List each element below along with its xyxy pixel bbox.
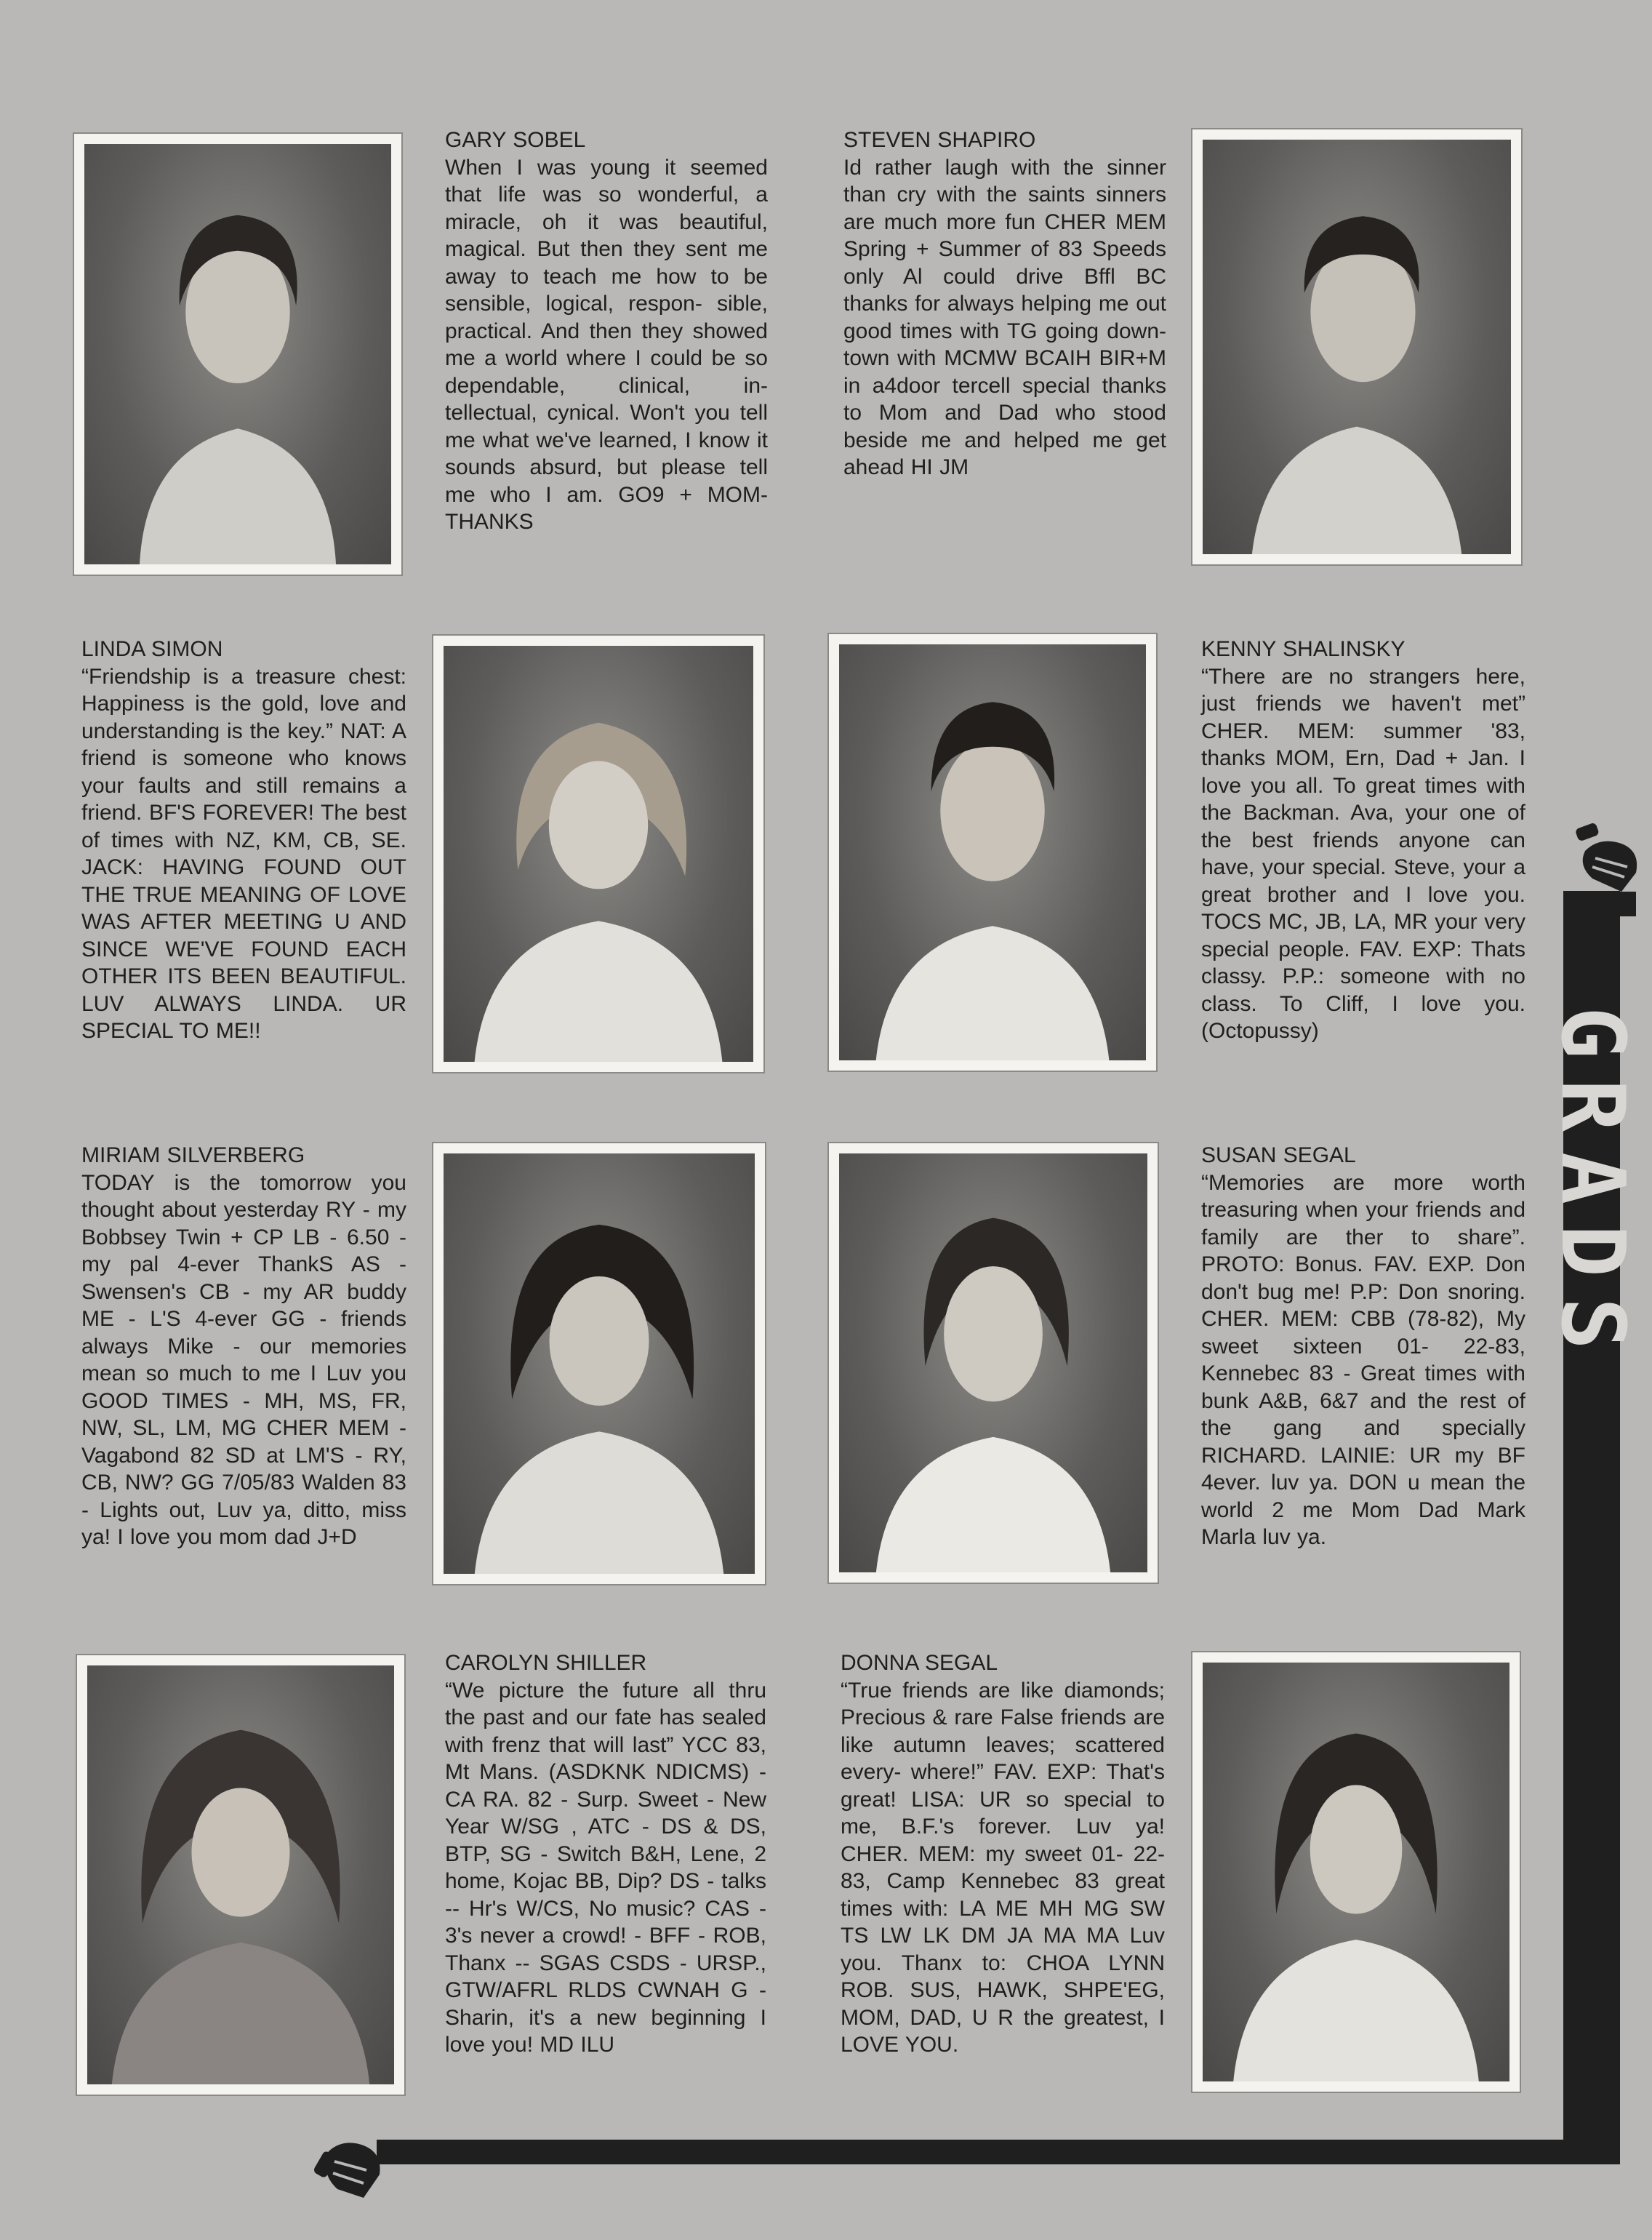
student-bio: TODAY is the tomorrow you thought about yesterday RY - my Bobbsey Twin + CP LB - 6.50 - my pal 4-ever ThankS AS - Swensen's CB - my AR buddy ME - L'S 4-ever GG - friends always Mike - our memories mean so much to me I Luv you GOOD TIMES - MH, MS, FR, NW, SL, LM, MG CHER MEM - Vagabond 82 SD at LM'S - RY, CB, NW? GG 7/05/83 Walden 83 - Lights out, Luv ya, ditto, miss ya! I love you mom dad J+D xyxy=(81,1170,406,1549)
student-bio: “Friendship is a treasure chest: Happiness is the gold, love and understanding is the key.” NAT: A friend is someone who knows your faults and still remains a friend. BF'S FOREVER! The best of times with NZ, KM, CB, SE. JACK: HAVING FOUND OUT THE TRUE MEANING OF LOVE WAS AFTER MEETING U AND SINCE WE'VE FOUND EACH OTHER ITS BEEN BEAUTIFUL. LUV ALWAYS LINDA. UR SPECIAL TO ME!! xyxy=(81,664,406,1043)
student-bio: “We picture the future all thru the past and our fate has sealed with frenz that will last” YCC 83, Mt Mans. (ASDKNK NDICMS) - CA RA. 82 - Surp. Sweet - New Year W/SG , ATC - DS & DS, BTP, SG - Switch B&H, Lene, 2 home, Kojac BB, Dip? DS - talks -- Hr's W/CS, No music? CAS - 3's never a crowd! - BFF - ROB, Thanx -- SGAS CSDS - URSP., GTW/AFRL RLDS CWNAH G - Sharin, it's a new beginning I love you! MD ILU xyxy=(445,1678,766,2057)
portrait-silhouette xyxy=(444,1153,755,1574)
portrait-silhouette xyxy=(839,644,1146,1060)
student-name: CAROLYN SHILLER xyxy=(445,1651,647,1675)
bio-linda-simon xyxy=(81,636,406,1045)
student-name: SUSAN SEGAL xyxy=(1201,1143,1356,1167)
bio-gary-sobel xyxy=(445,127,768,536)
portrait-photo-susan-segal xyxy=(829,1143,1158,1583)
bio-carolyn-shiller xyxy=(445,1649,766,2059)
tab-letter: A xyxy=(1541,1151,1643,1205)
student-name: STEVEN SHAPIRO xyxy=(843,128,1036,152)
student-bio: “True friends are like diamonds; Precious & rare False friends are like autumn leaves; scattered every- where!” FAV. EXP: That's great! LISA: UR so special to me, B.F.'s forever. Luv ya! CHER. MEM: my sweet 01- 22-83, Camp Kennebec 83 great times with: LA ME MH MG SW TS LW LK DM JA MA MA Luv you. Thanx to: CHOA LYNN ROB. SUS, HAWK, SHPE'EG, MOM, DAD, U R the greatest, I LOVE YOU. xyxy=(841,1678,1165,2057)
bio-susan-segal xyxy=(1201,1142,1525,1551)
student-name: MIRIAM SILVERBERG xyxy=(81,1143,305,1167)
fist-holding-scroll-icon xyxy=(1571,822,1652,916)
grads-tab-label xyxy=(1541,996,1643,1360)
tab-letter: D xyxy=(1541,1224,1643,1278)
bottom-border xyxy=(407,2140,1620,2164)
fist-holding-scroll-icon-bottom xyxy=(313,2122,414,2209)
student-bio: When I was young it seemed that life was so wonderful, a miracle, oh it was beautiful, magical. But then they sent me away to teach me how to be sensible, logical, respon- sible, practical. And then they showed me a world where I could be so dependable, clinical, in- tellectual, cynical. Won't you tell me what we've learned, I know it sounds absurd, but please tell me who I am. GO9 + MOM- THANKS xyxy=(445,155,768,534)
student-name: KENNY SHALINSKY xyxy=(1201,637,1406,661)
student-bio: Id rather laugh with the sinner than cry with the saints sinners are much more fun CHER MEM Spring + Summer of 83 Speeds only Al could drive Bffl BC thanks for always helping me out good times with TG going down- town with MCMW BCAIH BIR+M in a4door tercell special thanks to Mom and Dad who stood beside me and helped me get ahead HI JM xyxy=(843,155,1166,479)
portrait-silhouette xyxy=(1203,140,1511,554)
portrait-photo-gary-sobel xyxy=(74,134,401,575)
portrait-photo-carolyn-shiller xyxy=(77,1655,404,2095)
student-name: GARY SOBEL xyxy=(445,128,586,152)
portrait-silhouette xyxy=(839,1153,1147,1572)
tab-letter: R xyxy=(1541,1079,1643,1132)
portrait-photo-linda-simon xyxy=(433,636,763,1072)
bio-steven-shapiro xyxy=(843,127,1166,481)
portrait-silhouette xyxy=(84,144,391,564)
student-bio: “There are no strangers here, just friends we haven't met” CHER. MEM: summer '83, thanks MOM, Ern, Dad + Jan. I love you all. To great times with the Backman. Ava, your one of the best friends anyone can have, your special. Steve, your a great brother and I love you. TOCS MC, JB, LA, MR your very special people. FAV. EXP: Thats classy. P.P.: someone with no class. To Cliff, I love you. (Octopussy) xyxy=(1201,664,1525,1043)
student-bio: “Memories are more worth treasuring when your friends and family are ther to share”. PROTO: Bonus. FAV. EXP. Don don't bug me! P.P: Don snoring. CHER. MEM: CBB (78-82), My sweet sixteen 01- 22-83, Kennebec 83 - Great times with bunk A&B, 6&7 and the rest of the gang and specially RICHARD. LAINIE: UR my BF 4ever. luv ya. DON u mean the world 2 me Mom Dad Mark Marla luv ya. xyxy=(1201,1170,1525,1549)
student-name: DONNA SEGAL xyxy=(841,1651,998,1675)
bio-miriam-silverberg xyxy=(81,1142,406,1551)
bio-donna-segal xyxy=(841,1649,1165,2059)
student-name: LINDA SIMON xyxy=(81,637,223,661)
portrait-silhouette xyxy=(87,1665,394,2084)
tab-letter: G xyxy=(1541,1006,1643,1060)
portrait-photo-kenny-shalinsky xyxy=(829,634,1156,1071)
portrait-photo-donna-segal xyxy=(1192,1652,1520,2092)
portrait-silhouette xyxy=(444,646,753,1062)
portrait-silhouette xyxy=(1203,1663,1509,2081)
portrait-photo-steven-shapiro xyxy=(1192,129,1521,564)
tab-letter: S xyxy=(1541,1297,1643,1351)
portrait-photo-miriam-silverberg xyxy=(433,1143,765,1584)
bio-kenny-shalinsky xyxy=(1201,636,1525,1045)
